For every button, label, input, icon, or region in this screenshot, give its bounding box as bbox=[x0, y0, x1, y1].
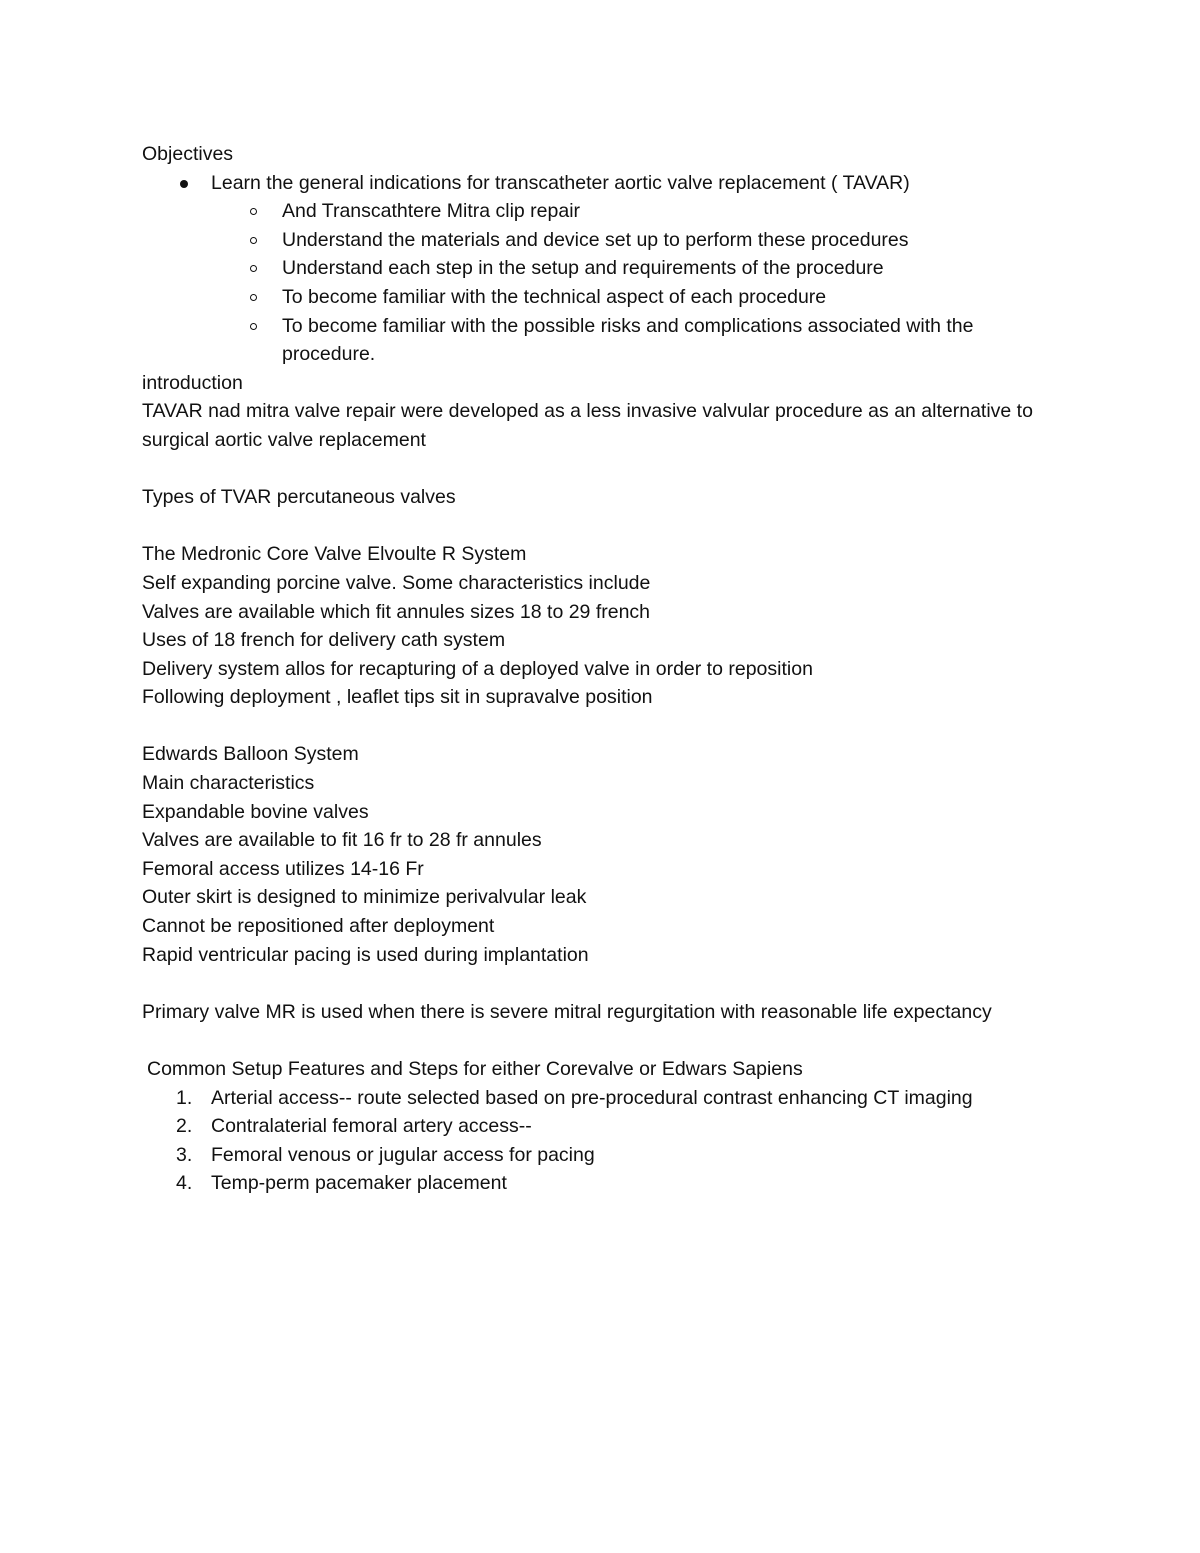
edwards-line: Cannot be repositioned after deployment bbox=[142, 915, 495, 938]
objectives-sublist bbox=[142, 197, 1072, 369]
edwards-line: Rapid ventricular pacing is used during implantation bbox=[142, 943, 589, 966]
bullet-icon bbox=[180, 180, 188, 188]
primary-mr-text: Primary valve MR is used when there is severe mitral regurgitation with reasonable life expectancy bbox=[142, 1000, 992, 1023]
introduction-heading: introduction bbox=[142, 371, 243, 394]
setup-steps-list bbox=[142, 1084, 1072, 1198]
objective-sub-item: Understand each step in the setup and requirements of the procedure bbox=[142, 254, 1072, 283]
medtronic-line: Delivery system allos for recapturing of a deployed valve in order to reposition bbox=[142, 657, 813, 680]
edwards-line: Outer skirt is designed to minimize perivalvular leak bbox=[142, 886, 587, 909]
hollow-bullet-icon bbox=[250, 265, 257, 272]
setup-heading: Common Setup Features and Steps for either Corevalve or Edwars Sapiens bbox=[147, 1058, 803, 1080]
hollow-bullet-icon bbox=[250, 237, 257, 244]
introduction-text: TAVAR nad mitra valve repair were developed as a less invasive valvular procedure as an alternative to surgical aortic valve replacement bbox=[142, 400, 1033, 451]
objective-sub-item: To become familiar with the possible risks and complications associated with the procedure. bbox=[142, 312, 1072, 369]
hollow-bullet-icon bbox=[250, 208, 257, 215]
edwards-line: Expandable bovine valves bbox=[142, 800, 369, 823]
medtronic-line: Uses of 18 french for delivery cath system bbox=[142, 629, 506, 652]
medtronic-title: The Medronic Core Valve Elvoulte R System bbox=[142, 543, 527, 566]
setup-step: 4. Temp-perm pacemaker placement bbox=[176, 1172, 507, 1195]
edwards-line: Valves are available to fit 16 fr to 28 fr annules bbox=[142, 829, 542, 852]
objective-main-item: Learn the general indications for transcatheter aortic valve replacement ( TAVAR) bbox=[142, 169, 1072, 198]
medtronic-line: Self expanding porcine valve. Some characteristics include bbox=[142, 571, 651, 594]
edwards-line: Main characteristics bbox=[142, 772, 315, 795]
edwards-title: Edwards Balloon System bbox=[142, 743, 359, 766]
edwards-line: Femoral access utilizes 14-16 Fr bbox=[142, 857, 424, 880]
objective-sub-item: To become familiar with the technical aspect of each procedure bbox=[142, 283, 1072, 312]
objective-sub-item: And Transcathtere Mitra clip repair bbox=[142, 197, 1072, 226]
setup-step: 3. Femoral venous or jugular access for pacing bbox=[176, 1143, 595, 1166]
types-heading: Types of TVAR percutaneous valves bbox=[142, 486, 456, 509]
objectives-list bbox=[142, 169, 1072, 198]
hollow-bullet-icon bbox=[250, 294, 257, 301]
setup-step: 2. Contralaterial femoral artery access-- bbox=[176, 1115, 532, 1138]
objectives-heading: Objectives bbox=[142, 143, 234, 165]
setup-step: 1. Arterial access-- route selected based on pre-procedural contrast enhancing CT imaging bbox=[176, 1086, 973, 1109]
hollow-bullet-icon bbox=[250, 323, 257, 330]
document-body bbox=[142, 140, 1072, 1198]
medtronic-line: Following deployment , leaflet tips sit in supravalve position bbox=[142, 686, 653, 709]
medtronic-line: Valves are available which fit annules sizes 18 to 29 french bbox=[142, 600, 651, 623]
objective-sub-item: Understand the materials and device set up to perform these procedures bbox=[142, 226, 1072, 255]
